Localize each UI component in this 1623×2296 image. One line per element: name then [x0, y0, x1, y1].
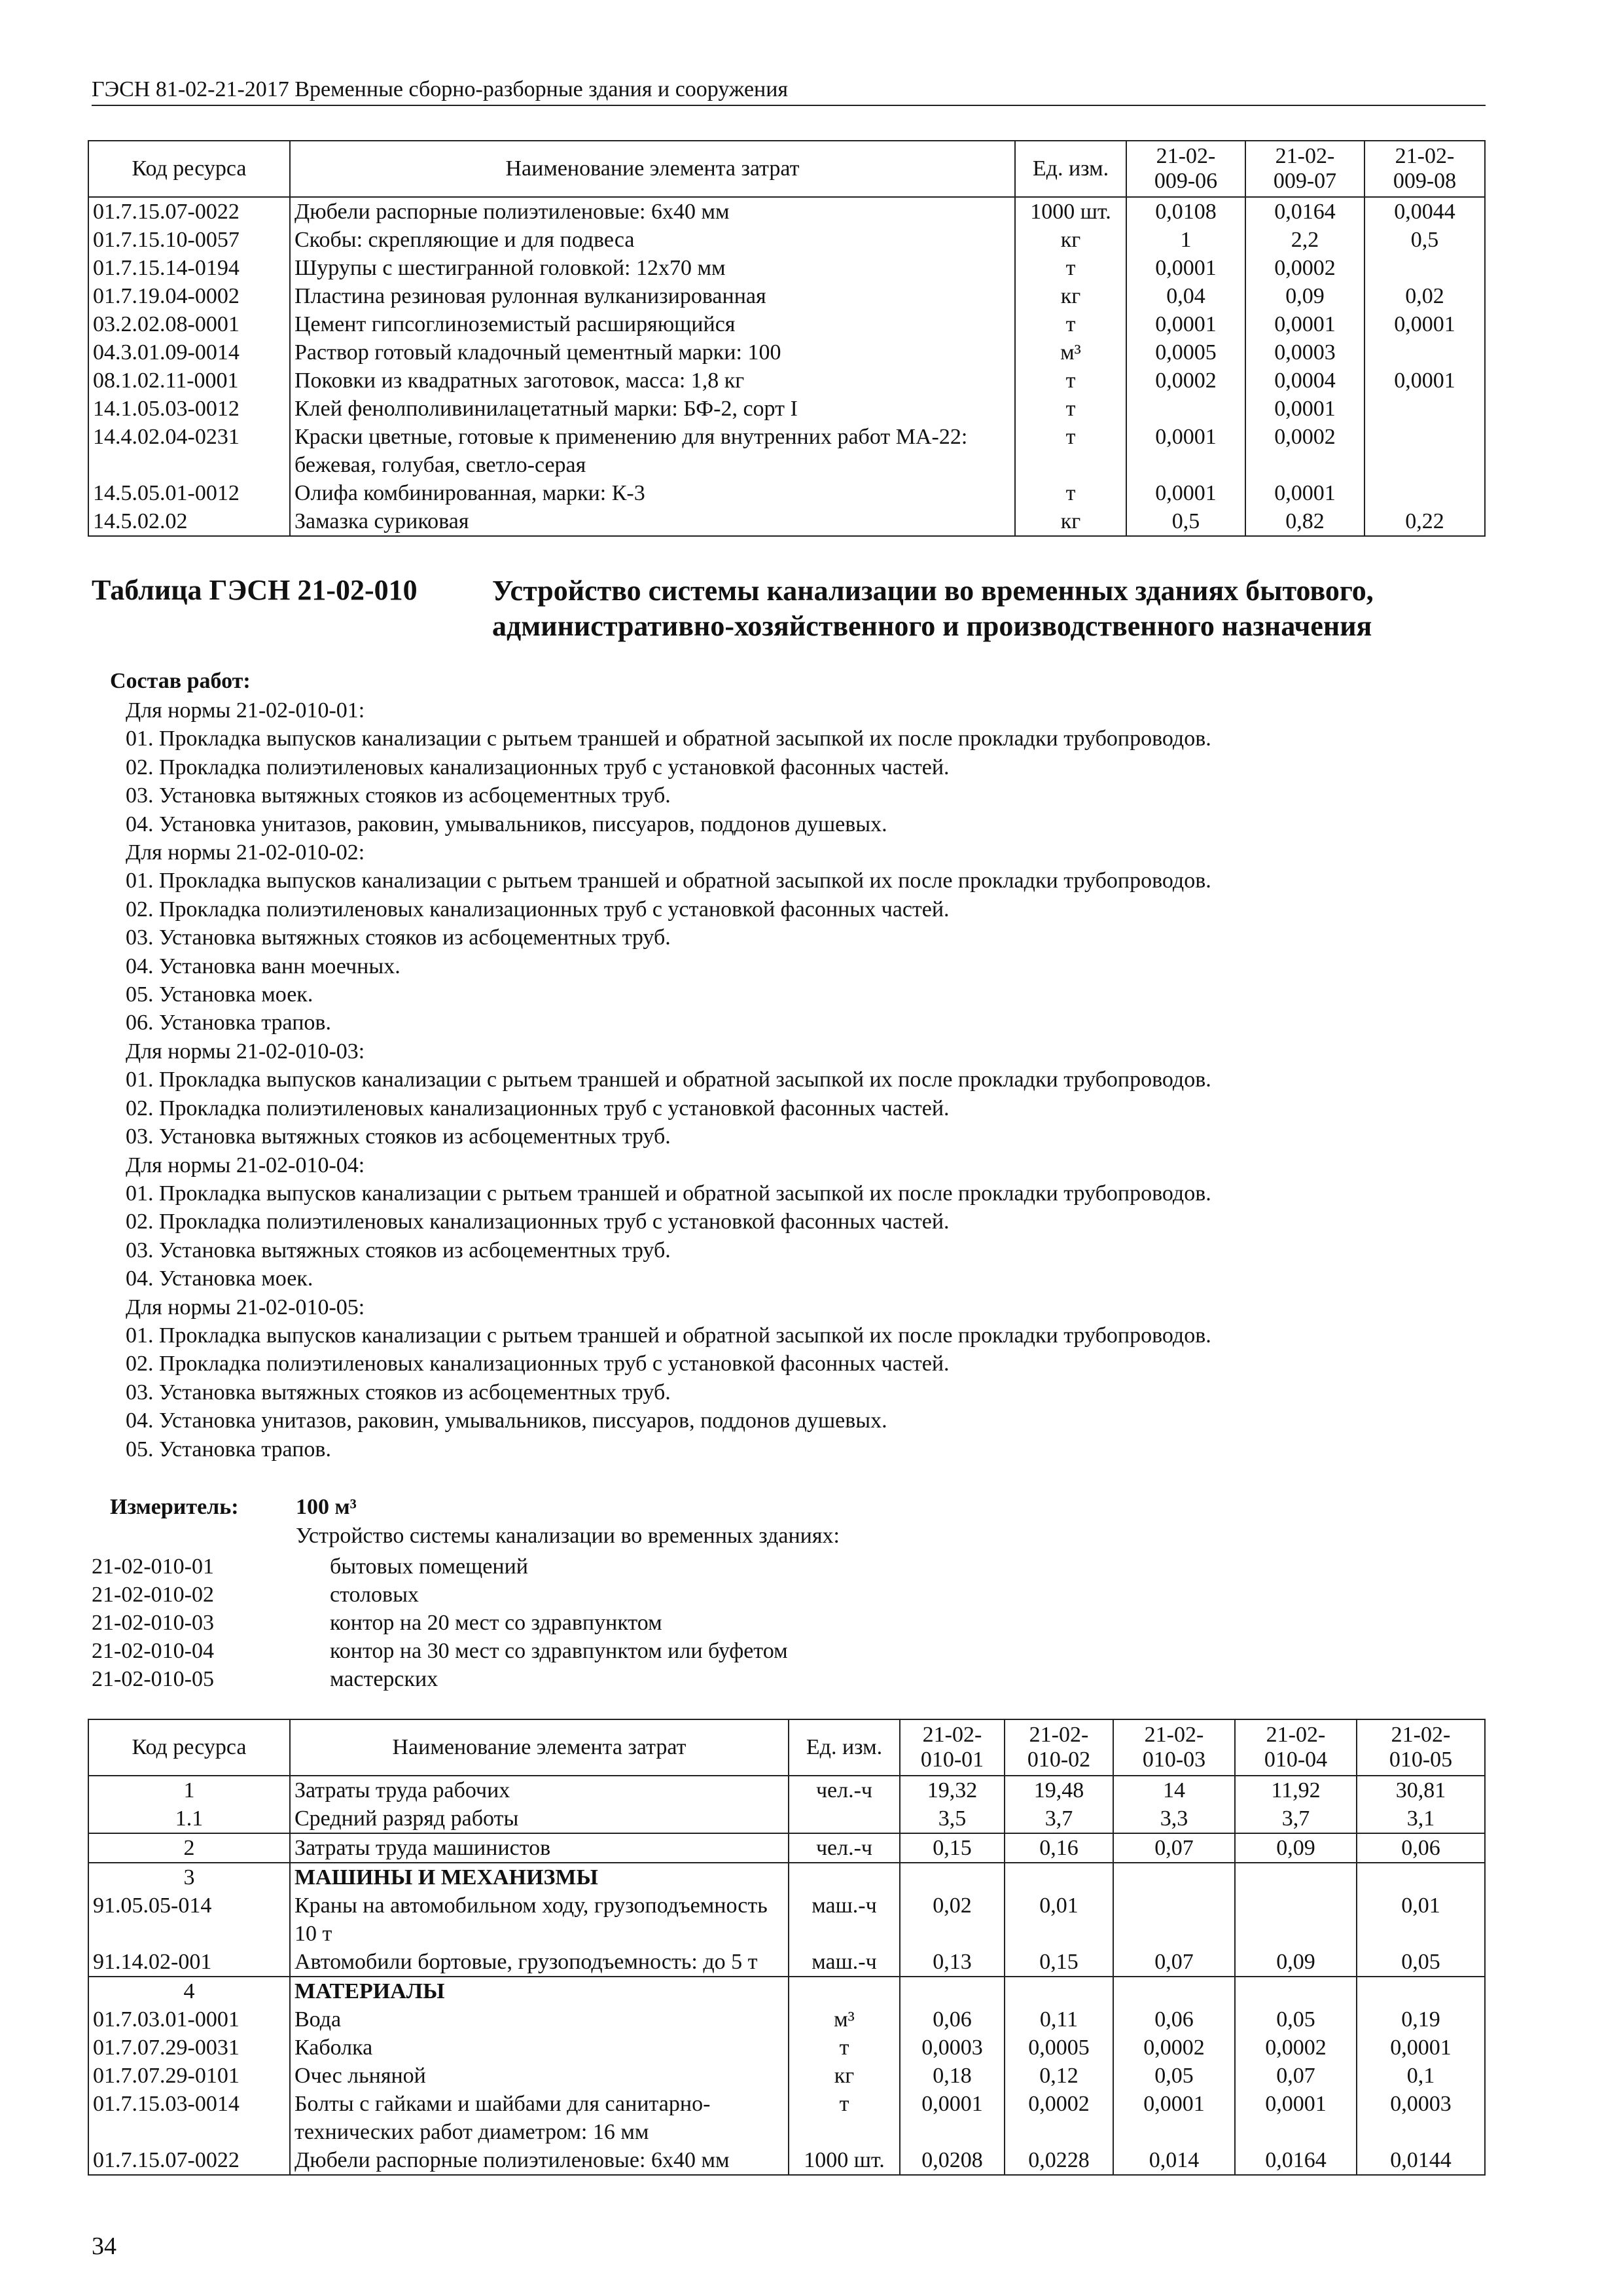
value-cell: 3,3 [1113, 1804, 1235, 1833]
unit-cell: маш.-ч [789, 1892, 900, 1948]
work-item: 04. Установка унитазов, раковин, умывальников, писсуаров, поддонов душевых. [126, 1408, 887, 1433]
norm-name: бытовых помещений [330, 1554, 528, 1579]
value-cell: 30,81 [1357, 1776, 1485, 1804]
column-header: Наименование элемента затрат [290, 141, 1015, 197]
value-cell: 0,0001 [1126, 423, 1245, 479]
work-composition-label: Состав работ: [110, 669, 251, 693]
value-cell: 0,5 [1126, 507, 1245, 536]
resource-code-cell: 01.7.15.10-0057 [88, 226, 290, 254]
value-cell: 0,19 [1357, 2005, 1485, 2034]
value-cell: 0,0001 [1357, 2034, 1485, 2062]
table-row [88, 1892, 1485, 1948]
value-cell [1113, 1892, 1235, 1948]
column-header: Ед. изм. [1015, 141, 1126, 197]
resource-code-cell: 01.7.15.07-0022 [88, 2146, 290, 2175]
value-cell: 0,09 [1235, 1948, 1357, 1977]
resource-code-cell: 1.1 [88, 1804, 290, 1833]
value-cell [1364, 423, 1485, 479]
work-item: 03. Установка вытяжных стояков из асбоцементных труб. [126, 1380, 671, 1405]
column-header: 21-02- 009-08 [1364, 141, 1485, 197]
resource-code-cell: 01.7.15.14-0194 [88, 254, 290, 282]
norm-subheading: Для нормы 21-02-010-04: [126, 1153, 365, 1177]
resources-table-009 [88, 140, 1486, 537]
norm-variant [92, 1552, 788, 1581]
value-cell: 0,07 [1113, 1948, 1235, 1977]
value-cell [1364, 479, 1485, 507]
resource-name-cell: Затраты труда рабочих [290, 1776, 789, 1804]
value-cell: 0,0005 [1005, 2034, 1113, 2062]
value-cell: 0,014 [1113, 2146, 1235, 2175]
value-cell: 0,15 [1005, 1948, 1113, 1977]
value-cell: 19,48 [1005, 1776, 1113, 1804]
value-cell: 0,06 [1357, 1833, 1485, 1863]
resource-name-cell: Средний разряд работы [290, 1804, 789, 1833]
resource-code-cell: 01.7.15.07-0022 [88, 197, 290, 226]
value-cell: 0,18 [900, 2062, 1005, 2090]
value-cell [1364, 395, 1485, 423]
resource-name-cell: Цемент гипсоглиноземистый расширяющийся [290, 310, 1015, 338]
value-cell: 1 [1126, 226, 1245, 254]
column-header: Наименование элемента затрат [290, 1719, 789, 1776]
resource-code-cell: 01.7.07.29-0101 [88, 2062, 290, 2090]
norm-name: столовых [330, 1583, 419, 1607]
norm-subheading: Для нормы 21-02-010-01: [126, 698, 365, 723]
value-cell: 0,0001 [1113, 2090, 1235, 2146]
unit-cell [789, 1804, 900, 1833]
value-cell: 0,0001 [1126, 310, 1245, 338]
value-cell: 19,32 [900, 1776, 1005, 1804]
value-cell [1364, 338, 1485, 367]
value-cell: 3,7 [1235, 1804, 1357, 1833]
resource-code-cell: 01.7.15.03-0014 [88, 2090, 290, 2146]
column-header: 21-02- 009-06 [1126, 141, 1245, 197]
value-cell: 0,02 [900, 1892, 1005, 1948]
value-cell: 0,07 [1235, 2062, 1357, 2090]
table-row [88, 1833, 1485, 1863]
column-header: 21-02- 010-01 [900, 1719, 1005, 1776]
value-cell: 0,0228 [1005, 2146, 1113, 2175]
group-row [88, 1977, 1485, 2005]
table-row [88, 226, 1485, 254]
table-row [88, 338, 1485, 367]
value-cell: 0,5 [1364, 226, 1485, 254]
resource-code-cell: 91.05.05-014 [88, 1892, 290, 1948]
resource-name-cell: Краски цветные, готовые к применению для внутренних работ МА-22: бежевая, голубая, светло-серая [290, 423, 1015, 479]
value-cell: 0,05 [1357, 1948, 1485, 1977]
work-composition-list [126, 696, 1211, 1463]
value-cell [1235, 1863, 1357, 1892]
table-row [88, 2062, 1485, 2090]
value-cell: 0,0003 [1357, 2090, 1485, 2146]
norm-name: контор на 20 мест со здравпунктом [330, 1611, 662, 1635]
resource-name-cell: Пластина резиновая рулонная вулканизированная [290, 282, 1015, 310]
unit-cell: т [789, 2090, 900, 2146]
table-row [88, 2005, 1485, 2034]
unit-cell: чел.-ч [789, 1833, 900, 1863]
unit-cell: маш.-ч [789, 1948, 900, 1977]
unit-cell: кг [789, 2062, 900, 2090]
norm-variant [92, 1609, 788, 1637]
value-cell: 0,0001 [1245, 395, 1364, 423]
resource-name-cell: Поковки из квадратных заготовок, масса: 1,8 кг [290, 367, 1015, 395]
resource-name-cell: Шурупы с шестигранной головкой: 12х70 мм [290, 254, 1015, 282]
value-cell: 0,01 [1357, 1892, 1485, 1948]
value-cell: 0,0002 [1005, 2090, 1113, 2146]
value-cell [1235, 1892, 1357, 1948]
resource-code-cell: 4 [88, 1977, 290, 2005]
value-cell: 2,2 [1245, 226, 1364, 254]
value-cell: 0,0002 [1113, 2034, 1235, 2062]
value-cell [1113, 1977, 1235, 2005]
table-row [88, 254, 1485, 282]
value-cell [1235, 1977, 1357, 2005]
measure-value: 100 м³ [296, 1495, 357, 1519]
value-cell: 0,15 [900, 1833, 1005, 1863]
work-item: 01. Прокладка выпусков канализации с рытьем траншей и обратной засыпкой их после прокладки трубопроводов. [126, 1181, 1211, 1206]
value-cell [1005, 1863, 1113, 1892]
work-item: 02. Прокладка полиэтиленовых канализационных труб с установкой фасонных частей. [126, 755, 950, 780]
value-cell [900, 1977, 1005, 2005]
value-cell: 0,0002 [1235, 2034, 1357, 2062]
table-row [88, 367, 1485, 395]
value-cell [900, 1863, 1005, 1892]
unit-cell: т [1015, 423, 1126, 479]
value-cell: 14 [1113, 1776, 1235, 1804]
value-cell: 0,0002 [1245, 423, 1364, 479]
unit-cell: м³ [789, 2005, 900, 2034]
unit-cell: т [1015, 254, 1126, 282]
resource-name-cell: Замазка суриковая [290, 507, 1015, 536]
value-cell: 0,09 [1245, 282, 1364, 310]
value-cell: 0,0002 [1245, 254, 1364, 282]
work-item: 01. Прокладка выпусков канализации с рытьем траншей и обратной засыпкой их после прокладки трубопроводов. [126, 1323, 1211, 1348]
work-item: 05. Установка трапов. [126, 1437, 331, 1462]
work-item: 04. Установка унитазов, раковин, умывальников, писсуаров, поддонов душевых. [126, 812, 887, 836]
table-header-row [88, 1719, 1485, 1776]
norm-name: контор на 30 мест со здравпунктом или буфетом [330, 1639, 788, 1663]
unit-cell: кг [1015, 226, 1126, 254]
value-cell: 0,05 [1113, 2062, 1235, 2090]
column-header: 21-02- 010-04 [1235, 1719, 1357, 1776]
value-cell: 11,92 [1235, 1776, 1357, 1804]
norm-subheading: Для нормы 21-02-010-03: [126, 1039, 365, 1064]
resource-code-cell: 03.2.02.08-0001 [88, 310, 290, 338]
value-cell: 0,0002 [1126, 367, 1245, 395]
norm-variant [92, 1637, 788, 1665]
norm-variant [92, 1581, 788, 1609]
unit-cell: т [789, 2034, 900, 2062]
value-cell: 3,1 [1357, 1804, 1485, 1833]
value-cell: 0,0001 [1245, 479, 1364, 507]
resource-code-cell: 14.4.02.04-0231 [88, 423, 290, 479]
table-row [88, 2146, 1485, 2175]
measure-label: Измеритель: [110, 1495, 239, 1519]
running-header: ГЭСН 81-02-21-2017 Временные сборно-разборные здания и сооружения [92, 77, 1486, 106]
resource-code-cell: 01.7.03.01-0001 [88, 2005, 290, 2034]
unit-cell: кг [1015, 282, 1126, 310]
resources-table-010 [88, 1719, 1486, 2176]
norm-code: 21-02-010-01 [92, 1554, 214, 1579]
unit-cell: кг [1015, 507, 1126, 536]
measure-description: Устройство системы канализации во временных зданиях: [296, 1524, 840, 1548]
norm-code: 21-02-010-03 [92, 1611, 214, 1635]
work-item: 02. Прокладка полиэтиленовых канализационных труб с установкой фасонных частей. [126, 1352, 950, 1376]
resource-name-cell: Вода [290, 2005, 789, 2034]
resource-code-cell: 91.14.02-001 [88, 1948, 290, 1977]
unit-cell [789, 1863, 900, 1892]
unit-cell: т [1015, 367, 1126, 395]
work-item: 02. Прокладка полиэтиленовых канализационных труб с установкой фасонных частей. [126, 1096, 950, 1121]
value-cell: 0,0001 [1235, 2090, 1357, 2146]
resource-name-cell: Дюбели распорные полиэтиленовые: 6х40 мм [290, 197, 1015, 226]
value-cell: 0,0108 [1126, 197, 1245, 226]
resource-code-cell: 14.5.02.02 [88, 507, 290, 536]
resource-name-cell: Раствор готовый кладочный цементный марки: 100 [290, 338, 1015, 367]
work-item: 03. Установка вытяжных стояков из асбоцементных труб. [126, 783, 671, 808]
value-cell: 3,5 [900, 1804, 1005, 1833]
unit-cell: м³ [1015, 338, 1126, 367]
value-cell: 0,1 [1357, 2062, 1485, 2090]
value-cell: 0,0164 [1245, 197, 1364, 226]
work-item: 01. Прокладка выпусков канализации с рытьем траншей и обратной засыпкой их после прокладки трубопроводов. [126, 1067, 1211, 1092]
resource-name-cell: Болты с гайками и шайбами для санитарно-технических работ диаметром: 16 мм [290, 2090, 789, 2146]
value-cell [1113, 1863, 1235, 1892]
value-cell: 0,09 [1235, 1833, 1357, 1863]
resource-code-cell: 3 [88, 1863, 290, 1892]
norm-subheading: Для нормы 21-02-010-05: [126, 1295, 365, 1319]
value-cell: 0,82 [1245, 507, 1364, 536]
resource-name-cell: Автомобили бортовые, грузоподъемность: до 5 т [290, 1948, 789, 1977]
value-cell: 0,0001 [1126, 254, 1245, 282]
resource-name-cell: Краны на автомобильном ходу, грузоподъемность 10 т [290, 1892, 789, 1948]
column-header: 21-02- 010-03 [1113, 1719, 1235, 1776]
value-cell: 0,02 [1364, 282, 1485, 310]
norm-code: 21-02-010-02 [92, 1583, 214, 1607]
norm-code: 21-02-010-04 [92, 1639, 214, 1663]
resource-code-cell: 2 [88, 1833, 290, 1863]
column-header: Код ресурса [88, 141, 290, 197]
table-row [88, 2034, 1485, 2062]
table-row [88, 1948, 1485, 1977]
table-row [88, 423, 1485, 479]
resource-name-cell: Дюбели распорные полиэтиленовые: 6х40 мм [290, 2146, 789, 2175]
work-item: 03. Установка вытяжных стояков из асбоцементных труб. [126, 1124, 671, 1149]
value-cell: 0,11 [1005, 2005, 1113, 2034]
work-item: 02. Прокладка полиэтиленовых канализационных труб с установкой фасонных частей. [126, 1210, 950, 1234]
column-header: 21-02- 010-02 [1005, 1719, 1113, 1776]
unit-cell: 1000 шт. [789, 2146, 900, 2175]
value-cell: 0,0003 [1245, 338, 1364, 367]
value-cell: 0,0208 [900, 2146, 1005, 2175]
table-row [88, 2090, 1485, 2146]
unit-cell: т [1015, 395, 1126, 423]
value-cell: 0,0004 [1245, 367, 1364, 395]
work-item: 06. Установка трапов. [126, 1011, 331, 1035]
value-cell: 0,07 [1113, 1833, 1235, 1863]
table-header-row [88, 141, 1485, 197]
resource-name-cell: МАТЕРИАЛЫ [290, 1977, 789, 2005]
work-item: 03. Установка вытяжных стояков из асбоцементных труб. [126, 1238, 671, 1263]
table-title: Устройство системы канализации во временных зданиях бытового, административно-хозяйственного и производственного назначения [492, 575, 1374, 642]
table-row [88, 197, 1485, 226]
unit-cell: т [1015, 479, 1126, 507]
table-row [88, 282, 1485, 310]
group-row [88, 1863, 1485, 1892]
value-cell: 0,16 [1005, 1833, 1113, 1863]
column-header: Код ресурса [88, 1719, 290, 1776]
resource-name-cell: Олифа комбинированная, марки: К-3 [290, 479, 1015, 507]
value-cell: 3,7 [1005, 1804, 1113, 1833]
resource-code-cell: 04.3.01.09-0014 [88, 338, 290, 367]
value-cell [1364, 254, 1485, 282]
value-cell [1357, 1863, 1485, 1892]
table-row [88, 479, 1485, 507]
table-row [88, 507, 1485, 536]
resource-name-cell: Очес льняной [290, 2062, 789, 2090]
table-row [88, 1804, 1485, 1833]
value-cell: 0,06 [1113, 2005, 1235, 2034]
table-row [88, 395, 1485, 423]
work-item: 03. Установка вытяжных стояков из асбоцементных труб. [126, 925, 671, 950]
value-cell: 0,0001 [1364, 310, 1485, 338]
value-cell: 0,0044 [1364, 197, 1485, 226]
value-cell [1357, 1977, 1485, 2005]
value-cell [1005, 1977, 1113, 2005]
table-label: Таблица ГЭСН 21-02-010 [92, 574, 418, 606]
value-cell: 0,05 [1235, 2005, 1357, 2034]
value-cell: 0,04 [1126, 282, 1245, 310]
resource-code-cell: 08.1.02.11-0001 [88, 367, 290, 395]
value-cell: 0,0001 [1245, 310, 1364, 338]
column-header: Ед. изм. [789, 1719, 900, 1776]
norm-variants-list [92, 1552, 788, 1693]
resource-code-cell: 01.7.19.04-0002 [88, 282, 290, 310]
resource-name-cell: Клей фенолполивинилацетатный марки: БФ-2, сорт I [290, 395, 1015, 423]
table-row [88, 310, 1485, 338]
value-cell: 0,0001 [900, 2090, 1005, 2146]
value-cell: 0,0003 [900, 2034, 1005, 2062]
resource-name-cell: Скобы: скрепляющие и для подвеса [290, 226, 1015, 254]
work-item: 02. Прокладка полиэтиленовых канализационных труб с установкой фасонных частей. [126, 897, 950, 922]
resource-code-cell: 01.7.07.29-0031 [88, 2034, 290, 2062]
norm-subheading: Для нормы 21-02-010-02: [126, 840, 365, 865]
resource-name-cell: МАШИНЫ И МЕХАНИЗМЫ [290, 1863, 789, 1892]
work-item: 05. Установка моек. [126, 982, 313, 1007]
work-item: 04. Установка моек. [126, 1266, 313, 1291]
value-cell: 0,22 [1364, 507, 1485, 536]
page-number: 34 [92, 2233, 116, 2260]
unit-cell: 1000 шт. [1015, 197, 1126, 226]
resource-code-cell: 1 [88, 1776, 290, 1804]
value-cell: 0,0164 [1235, 2146, 1357, 2175]
value-cell [1126, 395, 1245, 423]
value-cell: 0,0001 [1126, 479, 1245, 507]
table-row [88, 1776, 1485, 1804]
resource-code-cell: 14.5.05.01-0012 [88, 479, 290, 507]
norm-code: 21-02-010-05 [92, 1667, 214, 1691]
value-cell: 0,0005 [1126, 338, 1245, 367]
resource-code-cell: 14.1.05.03-0012 [88, 395, 290, 423]
norm-variant [92, 1665, 788, 1693]
resource-name-cell: Каболка [290, 2034, 789, 2062]
norm-name: мастерских [330, 1667, 438, 1691]
work-item: 01. Прокладка выпусков канализации с рытьем траншей и обратной засыпкой их после прокладки трубопроводов. [126, 869, 1211, 893]
value-cell: 0,12 [1005, 2062, 1113, 2090]
column-header: 21-02- 009-07 [1245, 141, 1364, 197]
value-cell: 0,01 [1005, 1892, 1113, 1948]
unit-cell: т [1015, 310, 1126, 338]
resource-name-cell: Затраты труда машинистов [290, 1833, 789, 1863]
work-item: 04. Установка ванн моечных. [126, 954, 401, 978]
value-cell: 0,06 [900, 2005, 1005, 2034]
value-cell: 0,0144 [1357, 2146, 1485, 2175]
value-cell: 0,0001 [1364, 367, 1485, 395]
unit-cell [789, 1977, 900, 2005]
value-cell: 0,13 [900, 1948, 1005, 1977]
work-item: 01. Прокладка выпусков канализации с рытьем траншей и обратной засыпкой их после прокладки трубопроводов. [126, 726, 1211, 751]
unit-cell: чел.-ч [789, 1776, 900, 1804]
column-header: 21-02- 010-05 [1357, 1719, 1485, 1776]
